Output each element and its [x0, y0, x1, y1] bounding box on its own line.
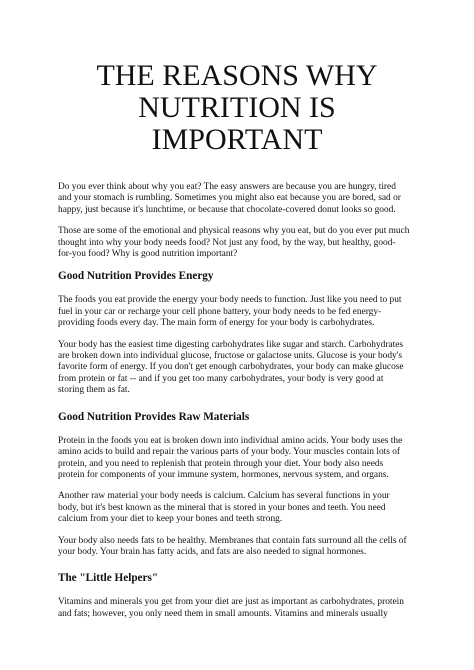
text-line: Your body has the easiest time digesting carbohydrates like sugar and starch. Carbohydrates: [58, 339, 404, 350]
text-line: body, but it's best known as the mineral that is stored in your bones and teeth. You need: [58, 502, 386, 513]
text-line: are broken down into individual glucose, fructose or galactose units. Glucose is your body's: [58, 351, 403, 362]
text-line: Another raw material your body needs is calcium. Calcium has several functions in your: [58, 491, 390, 502]
text-line: protein for components of your immune system, hormones, nervous system, and organs.: [58, 469, 389, 480]
text-line: and fats; however, you only need them in small amounts. Vitamins and minerals usually: [58, 608, 388, 619]
title-line: NUTRITION IS: [138, 91, 336, 124]
text-line: storing them as fat.: [58, 385, 130, 396]
section-heading-little-helpers: The "Little Helpers": [58, 572, 159, 585]
text-line: and your stomach is rumbling. Sometimes you might also eat because you are bored, sad or: [58, 193, 401, 204]
text-line: Do you ever think about why you eat? The easy answers are because you are hungry, tired: [58, 182, 396, 192]
text-line: calcium from your diet to keep your bones and teeth strong.: [58, 514, 283, 525]
section-paragraph: [58, 340, 418, 397]
section-paragraph: [58, 597, 418, 620]
text-line: from protein or fat -- and if you get too many carbohydrates, your body is very good at: [58, 373, 384, 384]
text-line: your body. Your brain has fatty acids, and fats are also needed to signal hormones.: [58, 546, 367, 557]
text-line: thought into why your body needs food? Not just any food, by the way, but healthy, good-: [58, 237, 396, 248]
section-paragraph: [58, 295, 418, 329]
section-heading-raw-materials: Good Nutrition Provides Raw Materials: [58, 410, 250, 423]
text-line: protein, and you need to replenish that protein through your diet. Your body also needs: [58, 458, 384, 469]
text-line: Your body also needs fats to be healthy. Membranes that contain fats surround all the cells of: [58, 535, 407, 546]
document-body: [58, 182, 418, 630]
text-line: providing foods every day. The main form of energy for your body is carbohydrates.: [58, 318, 375, 329]
text-line: favorite form of energy. If you don't get enough carbohydrates, your body can make glucose: [58, 362, 404, 373]
section-paragraph: [58, 536, 418, 559]
title-line: IMPORTANT: [151, 123, 323, 156]
section-paragraph: [58, 491, 418, 525]
title-line: THE REASONS WHY: [96, 59, 378, 92]
intro-paragraph: [58, 226, 418, 260]
text-line: amino acids to build and repair the various parts of your body. Your muscles contain lots of: [58, 447, 401, 458]
text-line: for-you food? Why is good nutrition important?: [58, 249, 238, 260]
section-heading-energy: Good Nutrition Provides Energy: [58, 270, 214, 283]
text-line: The foods you eat provide the energy your body needs to function. Just like you need to put: [58, 295, 402, 306]
text-line: Protein in the foods you eat is broken down into individual amino acids. Your body uses the: [58, 435, 403, 446]
section-paragraph: [58, 436, 418, 482]
text-line: happy, just because it's lunchtime, or because that chocolate-covered donut looks so good.: [58, 204, 396, 215]
document-title: [0, 60, 474, 156]
text-line: Vitamins and minerals you get from your diet are just as important as carbohydrates, protein: [58, 597, 404, 608]
text-line: fuel in your car or recharge your cell phone battery, your body needs to be fed energy-: [58, 306, 382, 317]
text-line: Those are some of the emotional and physical reasons why you eat, but do you ever put much: [58, 226, 410, 237]
intro-paragraph: [58, 182, 418, 216]
